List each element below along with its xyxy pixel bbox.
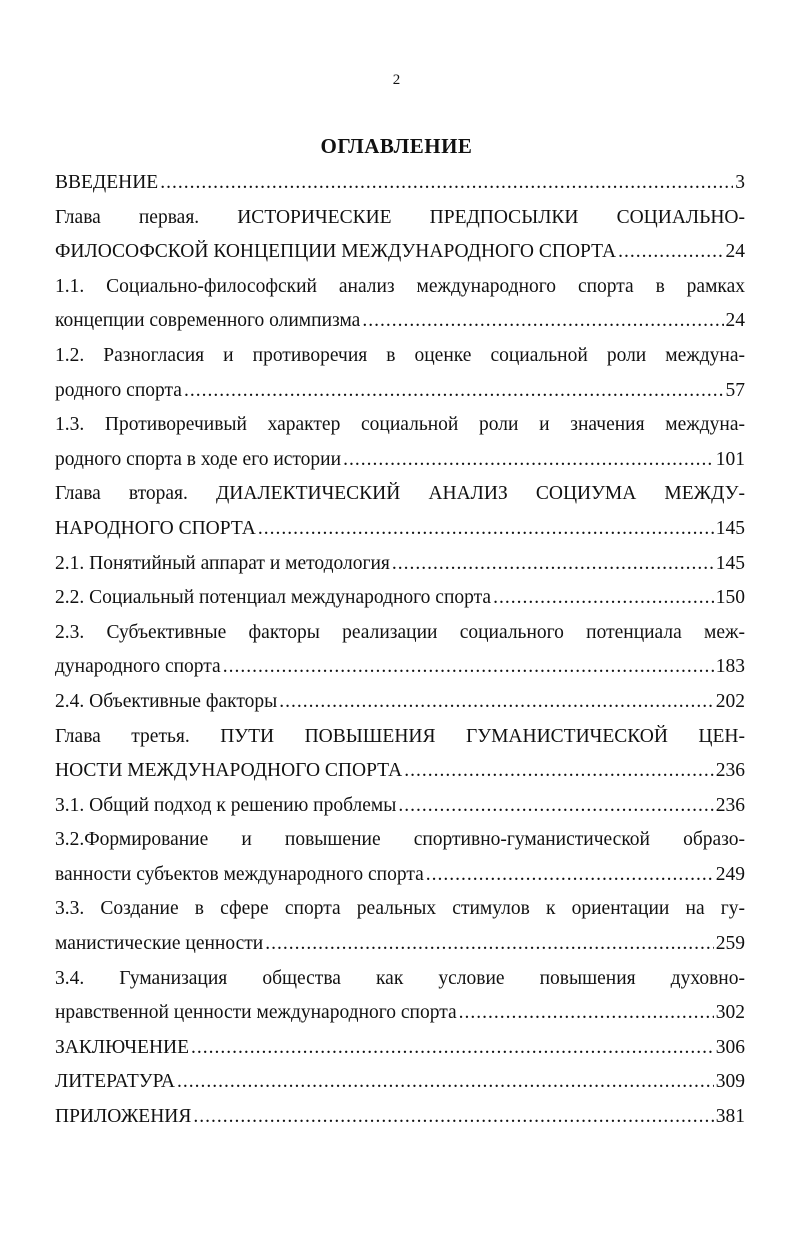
toc-section-1-1-line2[interactable] <box>55 304 745 339</box>
toc-chapter-1-line2[interactable] <box>55 235 745 270</box>
toc-entry-text: родного спорта <box>55 379 182 401</box>
toc-section-2-4[interactable] <box>55 685 745 720</box>
dot-leader <box>279 685 714 720</box>
toc-page-number: 145 <box>715 517 745 539</box>
dot-leader <box>265 927 714 962</box>
dot-leader <box>493 581 714 616</box>
toc-page-number: 259 <box>715 933 745 955</box>
toc-entry-text: манистические ценности <box>55 933 264 955</box>
dot-leader <box>343 443 714 478</box>
dot-leader <box>362 304 723 339</box>
toc-entry-text: нравственной ценности международного спорта <box>55 1002 457 1024</box>
toc-page-number: 3 <box>735 172 745 193</box>
toc-section-3-2-line1[interactable]: 3.2.Формирование и повышение спортивно-гуманистической образо- <box>55 829 745 851</box>
toc-page-number: 101 <box>715 448 745 470</box>
toc-entry-text: дународного спорта <box>55 656 221 678</box>
page-number: 2 <box>392 72 401 88</box>
toc-page-number: 236 <box>715 760 745 782</box>
toc-section-2-1[interactable] <box>55 547 745 582</box>
toc-page-number: 202 <box>715 690 745 712</box>
toc-entry-text: НОСТИ МЕЖДУНАРОДНОГО СПОРТА <box>55 760 403 782</box>
page-title: ОГЛАВЛЕНИЕ <box>320 134 473 158</box>
toc-entry-text: 2.1. Понятийный аппарат и методология <box>55 552 390 574</box>
dot-leader <box>618 235 723 270</box>
toc-chapter-2-line1[interactable]: Глава вторая. ДИАЛЕКТИЧЕСКИЙ АНАЛИЗ СОЦИУМА МЕЖДУ- <box>55 483 745 505</box>
toc-section-1-2-line2[interactable] <box>55 374 745 409</box>
toc-chapter-3-line2[interactable] <box>55 754 745 789</box>
toc-entry-text: ВВЕДЕНИЕ <box>55 172 159 193</box>
toc-page-number: 24 <box>725 310 745 332</box>
dot-leader <box>392 547 714 582</box>
toc-page-number: 183 <box>715 656 745 678</box>
dot-leader <box>426 858 714 893</box>
dot-leader <box>223 650 714 685</box>
toc-section-1-3-line1[interactable]: 1.3. Противоречивый характер социальной роли и значения междуна- <box>55 414 745 436</box>
table-of-contents <box>55 166 745 1135</box>
toc-page-number: 309 <box>715 1071 745 1093</box>
toc-entry-conclusion[interactable] <box>55 1031 745 1066</box>
toc-chapter-1-line1[interactable]: Глава первая. ИСТОРИЧЕСКИЕ ПРЕДПОСЫЛКИ СОЦИАЛЬНО- <box>55 206 745 228</box>
toc-section-2-2[interactable] <box>55 581 745 616</box>
toc-section-2-3-line1[interactable]: 2.3. Субъективные факторы реализации социального потенциала меж- <box>55 621 745 643</box>
toc-entry-appendices[interactable] <box>55 1100 745 1135</box>
toc-section-1-2-line1[interactable]: 1.2. Разногласия и противоречия в оценке социальной роли междуна- <box>55 344 745 366</box>
toc-section-3-3-line1[interactable]: 3.3. Создание в сфере спорта реальных стимулов к ориентации на гу- <box>55 898 745 920</box>
toc-section-3-2-line2[interactable] <box>55 858 745 893</box>
toc-page-number: 381 <box>715 1106 745 1128</box>
toc-page-number: 24 <box>725 241 745 263</box>
dot-leader <box>184 374 724 409</box>
toc-section-3-3-line2[interactable] <box>55 927 745 962</box>
toc-section-3-4-line2[interactable] <box>55 996 745 1031</box>
dot-leader <box>404 754 714 789</box>
toc-entry-text: ЛИТЕРАТУРА <box>55 1071 175 1093</box>
toc-entry-text: 2.4. Объективные факторы <box>55 690 278 712</box>
toc-section-3-4-line1[interactable]: 3.4. Гуманизация общества как условие повышения духовно- <box>55 967 745 989</box>
toc-entry-text: 3.1. Общий подход к решению проблемы <box>55 794 397 816</box>
toc-page-number: 302 <box>715 1002 745 1024</box>
toc-entry-literature[interactable] <box>55 1065 745 1100</box>
toc-chapter-2-line2[interactable] <box>55 512 745 547</box>
toc-entry-text: ПРИЛОЖЕНИЯ <box>55 1106 192 1128</box>
toc-section-1-1-line1[interactable]: 1.1. Социально-философский анализ международного спорта в рамках <box>55 275 745 297</box>
toc-entry-text: концепции современного олимпизма <box>55 310 361 332</box>
toc-section-2-3-line2[interactable] <box>55 650 745 685</box>
toc-page-number: 145 <box>715 552 745 574</box>
dot-leader <box>459 996 714 1031</box>
toc-page-number: 150 <box>715 587 745 609</box>
toc-entry-text: 2.2. Социальный потенциал международного спорта <box>55 587 492 609</box>
toc-section-1-3-line2[interactable] <box>55 443 745 478</box>
toc-chapter-3-line1[interactable]: Глава третья. ПУТИ ПОВЫШЕНИЯ ГУМАНИСТИЧЕСКОЙ ЦЕН- <box>55 725 745 747</box>
toc-page-number: 249 <box>715 863 745 885</box>
toc-page-number: 236 <box>715 794 745 816</box>
dot-leader <box>398 789 713 824</box>
toc-entry-introduction[interactable] <box>55 166 745 201</box>
toc-entry-text: ванности субъектов международного спорта <box>55 863 424 885</box>
dot-leader <box>160 166 733 201</box>
toc-section-3-1[interactable] <box>55 789 745 824</box>
toc-entry-text: НАРОДНОГО СПОРТА <box>55 517 256 539</box>
dot-leader <box>258 512 714 547</box>
toc-page-number: 57 <box>725 379 745 401</box>
toc-entry-text: родного спорта в ходе его истории <box>55 448 342 470</box>
dot-leader <box>191 1031 714 1066</box>
toc-entry-text: ФИЛОСОФСКОЙ КОНЦЕПЦИИ МЕЖДУНАРОДНОГО СПОРТА <box>55 241 617 263</box>
toc-page-number: 306 <box>715 1036 745 1058</box>
dot-leader <box>177 1065 714 1100</box>
toc-entry-text: ЗАКЛЮЧЕНИЕ <box>55 1036 190 1058</box>
dot-leader <box>193 1100 713 1135</box>
